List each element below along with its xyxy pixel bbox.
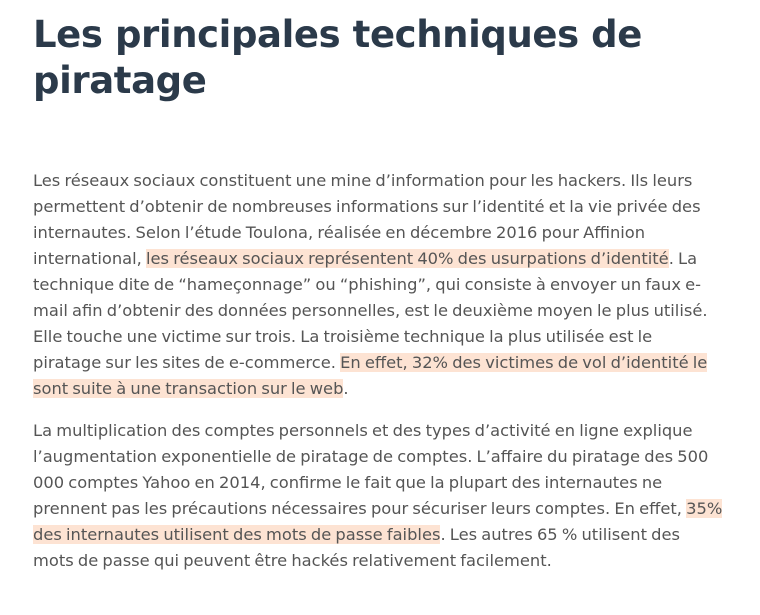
highlight-social-networks-stat: les réseaux sociaux représentent 40% des usurpations d’identité	[146, 249, 669, 268]
text-segment: . Les autres 65 % utilisent des mots de passe qui peuvent être hackés relativement facilement.	[33, 525, 680, 570]
highlight-weak-passwords-stat: 35% des internautes utilisent des mots de passe faibles	[33, 499, 723, 544]
text-segment: Les réseaux sociaux constituent une mine d’information pour les hackers. Ils leurs permettent d’obtenir de nombreuses informations sur l’identité et la vie privée des internautes. Selon l’étude Toulona, réalisée en décembre 2016 pour Affinion international,	[33, 171, 701, 268]
text-segment: . La technique dite de “hameçonnage” ou “phishing”, qui consiste à envoyer un faux e-mail afin d’obtenir des données personnelles, est le deuxième moyen le plus utilisé. Elle touche une victime sur trois. La troisième technique la plus utilisée est le piratage sur les sites de e-commerce.	[33, 249, 708, 372]
article-title: Les principales techniques de piratage	[33, 13, 642, 102]
text-segment: .	[343, 379, 349, 398]
text-segment: La multiplication des comptes personnels et des types d’activité en ligne explique l’augmentation exponentielle de piratage de comptes. L’affaire du piratage des 500 000 comptes Yahoo en 2014, confirme le fait que la plupart des internautes ne prennent pas les précautions nécessaires pour sécuriser leurs comptes. En effet,	[33, 421, 709, 518]
paragraph-social-networks	[33, 168, 723, 402]
highlight-ecommerce-stat: En effet, 32% des victimes de vol d’identité le sont suite à une transaction sur le web	[33, 353, 708, 398]
paragraph-accounts	[33, 418, 723, 574]
article	[33, 12, 723, 574]
